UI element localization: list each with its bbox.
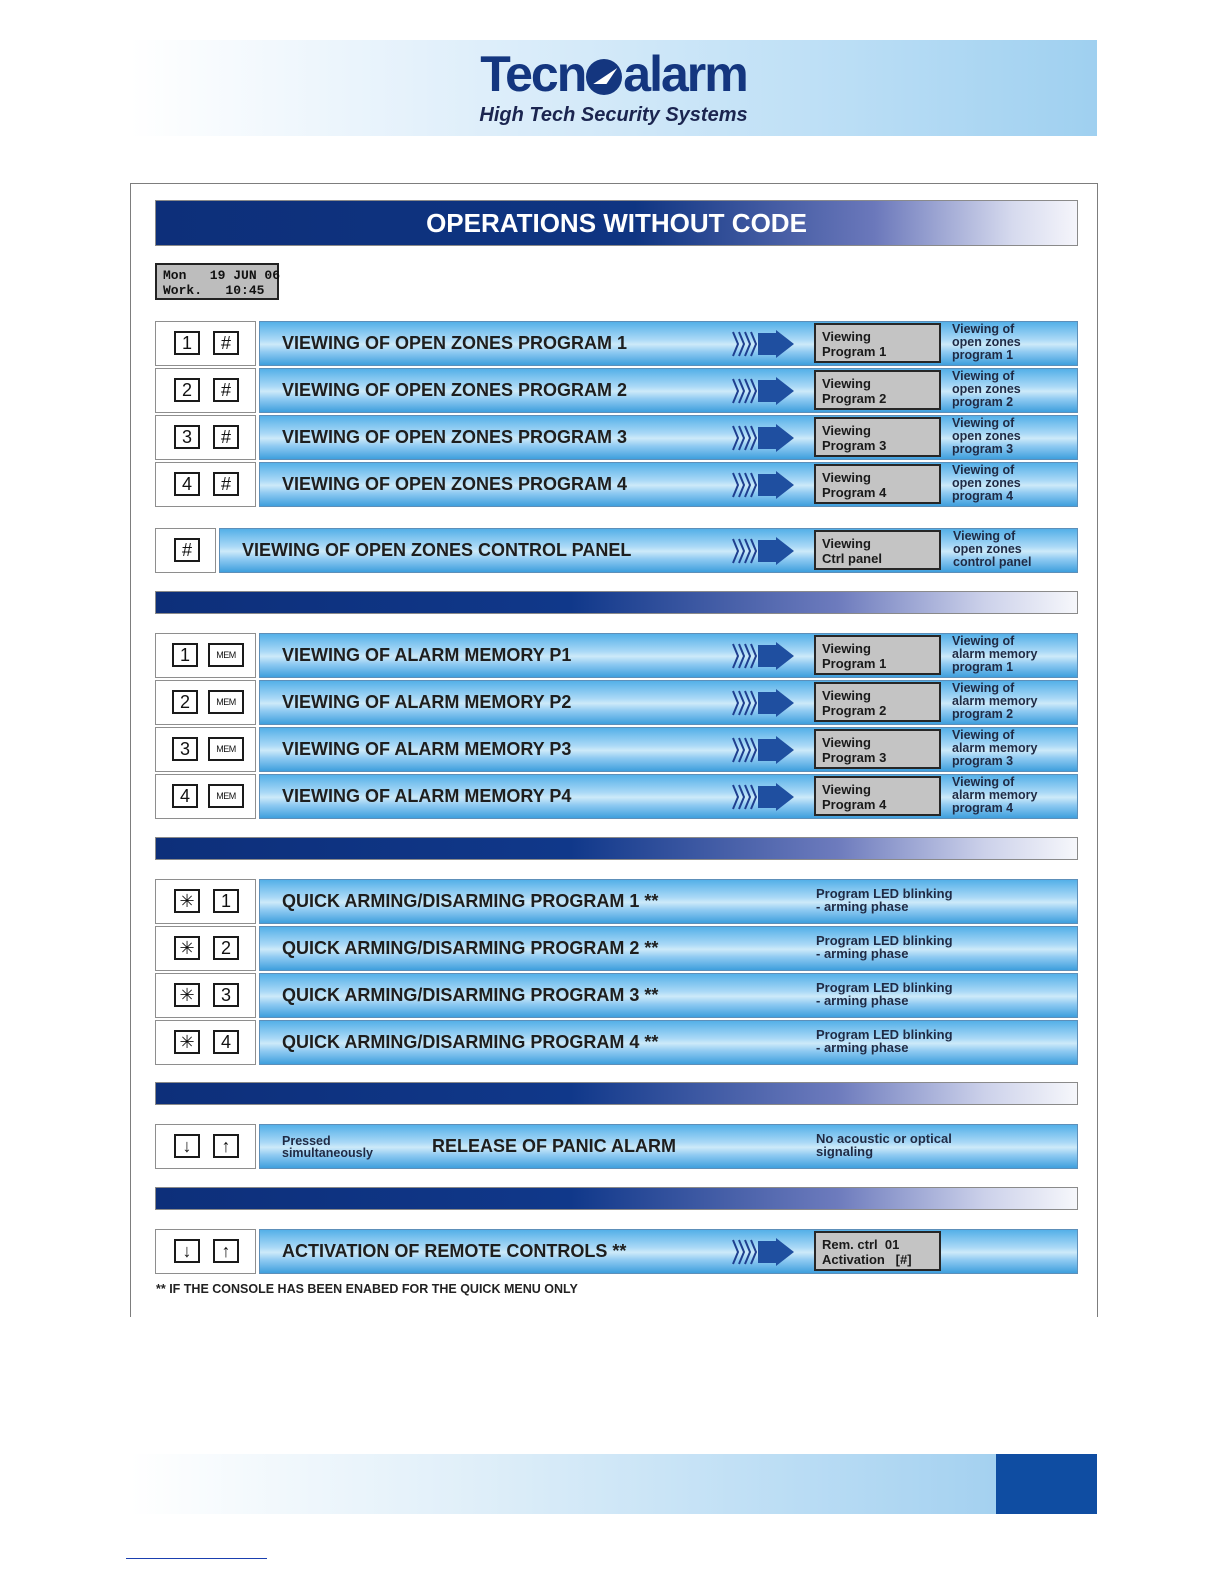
keypad-key-3[interactable]: 3 [174,425,200,449]
operation-band [259,462,1078,507]
row-alarm-memory-p3 [155,727,1078,772]
footer-rule [126,1558,267,1559]
operation-label: VIEWING OF ALARM MEMORY P3 [282,739,572,759]
operation-note [816,981,953,1007]
arrow-icon [730,783,796,811]
desc-line-1: Viewing of [952,416,1015,430]
desc-line-3: control panel [953,555,1032,569]
operation-band [259,1020,1078,1065]
desc-line-3: program 4 [952,489,1014,503]
section-divider [155,1082,1078,1105]
operation-note [816,1028,953,1054]
row-alarm-memory-p4 [155,774,1078,819]
keypad-key-mem[interactable]: MEM [208,690,244,714]
brand-right: alarm [623,46,747,102]
desc-line-3: program 4 [952,801,1014,815]
operation-description [952,635,1037,674]
row-alarm-memory-p1 [155,633,1078,678]
desc-line-2: alarm memory [952,647,1038,661]
section-title: OPERATIONS WITHOUT CODE [155,200,1078,246]
desc-line-2: alarm memory [952,788,1038,802]
display-line-2: Program 2 [822,391,887,406]
keypad-key-2[interactable]: 2 [213,936,239,960]
desc-line-3: program 1 [952,348,1014,362]
note-line-1: Program LED blinking [816,933,953,948]
keypad-key-mem[interactable]: MEM [208,643,244,667]
page-number-box [996,1454,1097,1514]
row-open-zones-p4 [155,462,1078,507]
lcd-display [155,263,279,300]
display-line-1: Viewing [822,536,871,551]
arrow-icon [730,330,796,358]
note-line-1: Program LED blinking [816,886,953,901]
operation-label: VIEWING OF ALARM MEMORY P2 [282,692,572,712]
operation-band [259,879,1078,924]
operation-note [816,934,953,960]
console-display [814,635,941,675]
operation-label: ACTIVATION OF REMOTE CONTROLS ** [282,1241,627,1261]
row-remote-controls [155,1229,1078,1274]
display-line-1: Viewing [822,735,871,750]
key-group [155,368,256,413]
display-line-1: Viewing [822,423,871,438]
display-line-2: Activation [#] [822,1252,912,1267]
keypad-key-hash[interactable]: # [213,331,239,355]
note-line-2: signaling [816,1144,874,1159]
operation-label: VIEWING OF OPEN ZONES PROGRAM 2 [282,380,628,400]
arrow-icon [730,424,796,452]
console-display [814,323,941,363]
note-line-1: No acoustic or optical [816,1131,952,1146]
operation-band [259,1124,1078,1169]
operation-band [259,415,1078,460]
desc-line-1: Viewing of [952,775,1015,789]
operation-description [952,464,1021,503]
note-line-2: - arming phase [816,946,909,961]
key-group [155,321,256,366]
display-line-1: Viewing [822,688,871,703]
operation-label: VIEWING OF ALARM MEMORY P1 [282,645,572,665]
operation-description [952,729,1037,768]
keypad-key-4[interactable]: 4 [174,472,200,496]
desc-line-3: program 3 [952,442,1014,456]
operation-description [952,323,1021,362]
note-line-2: - arming phase [816,1040,909,1055]
keypad-key-3[interactable]: 3 [213,983,239,1007]
arrow-icon [730,377,796,405]
arrow-icon [730,537,796,565]
display-line-1: Viewing [822,329,871,344]
display-line-2: Program 1 [822,344,887,359]
row-open-zones-p3 [155,415,1078,460]
operation-band [259,1229,1078,1274]
note-line-2: - arming phase [816,899,909,914]
row-quick-arming-p1 [155,879,1078,924]
desc-line-3: program 2 [952,707,1014,721]
key-group [155,680,256,725]
key-group [155,415,256,460]
keypad-key-down-arrow[interactable]: ↓ [174,1239,200,1263]
row-open-zones-p1 [155,321,1078,366]
display-line-1: Viewing [822,470,871,485]
console-display [814,370,941,410]
operation-band [259,368,1078,413]
row-open-zones-p2 [155,368,1078,413]
keypad-key-mem[interactable]: MEM [208,784,244,808]
operation-description [952,776,1037,815]
desc-line-1: Viewing of [953,529,1016,543]
lcd-line-1: Mon 19 JUN 06 [163,268,281,283]
operation-label: VIEWING OF OPEN ZONES CONTROL PANEL [242,540,632,560]
key-group [155,774,256,819]
keypad-key-down-arrow[interactable]: ↓ [174,1134,200,1158]
keypad-key-hash[interactable]: # [174,538,200,562]
display-line-1: Viewing [822,376,871,391]
keypad-key-up-arrow[interactable]: ↑ [213,1239,239,1263]
keypad-key-2[interactable]: 2 [174,378,200,402]
arrow-icon [730,736,796,764]
key-group [155,462,256,507]
key-group [155,528,216,573]
operation-band [259,727,1078,772]
display-line-2: Program 1 [822,656,887,671]
operation-label: VIEWING OF OPEN ZONES PROGRAM 1 [282,333,628,353]
display-line-2: Program 4 [822,797,887,812]
keypad-key-4[interactable]: 4 [213,1030,239,1054]
console-display [814,776,941,816]
operation-label: QUICK ARMING/DISARMING PROGRAM 1 ** [282,891,659,911]
desc-line-1: Viewing of [952,322,1015,336]
operation-label: VIEWING OF ALARM MEMORY P4 [282,786,572,806]
arrow-icon [730,1238,796,1266]
desc-line-2: alarm memory [952,694,1038,708]
lcd-line-2: Work. 10:45 [163,283,265,298]
section-divider [155,1187,1078,1210]
display-line-2: Ctrl panel [822,551,882,566]
keypad-key-star[interactable]: ✳ [174,1030,200,1054]
row-quick-arming-p3 [155,973,1078,1018]
operation-band [259,926,1078,971]
page-footer [130,1454,1097,1514]
note-line-1: Program LED blinking [816,1027,953,1042]
console-display [814,464,941,504]
display-line-1: Rem. ctrl 01 [822,1237,900,1252]
keypad-key-4[interactable]: 4 [172,784,198,808]
console-display [814,1231,941,1271]
console-display [814,417,941,457]
key-group [155,727,256,772]
key-group [155,633,256,678]
operation-label: QUICK ARMING/DISARMING PROGRAM 2 ** [282,938,659,958]
operation-description [952,417,1021,456]
key-group [155,973,256,1018]
arrow-icon [730,689,796,717]
operation-band [219,528,1078,573]
keypad-key-hash[interactable]: # [213,425,239,449]
section-divider [155,591,1078,614]
operation-note [816,1132,952,1158]
operation-band [259,774,1078,819]
key-group [155,926,256,971]
display-line-2: Program 3 [822,750,887,765]
desc-line-3: program 1 [952,660,1014,674]
keypad-key-star[interactable]: ✳ [174,889,200,913]
display-line-2: Program 3 [822,438,887,453]
display-line-1: Viewing [822,782,871,797]
console-display [814,729,941,769]
desc-line-1: Viewing of [952,634,1015,648]
pressed-simultaneously-note [282,1135,373,1159]
row-panic-alarm [155,1124,1078,1169]
desc-line-2: open zones [952,429,1021,443]
arrow-icon [730,642,796,670]
row-alarm-memory-p2 [155,680,1078,725]
operation-description [952,370,1021,409]
keypad-key-hash[interactable]: # [213,378,239,402]
key-group [155,1124,256,1169]
note-line-1: Program LED blinking [816,980,953,995]
row-quick-arming-p2 [155,926,1078,971]
desc-line-2: open zones [952,335,1021,349]
brand-left: Tecn [480,46,586,102]
keypad-key-mem[interactable]: MEM [208,737,244,761]
operation-band [259,973,1078,1018]
operation-description [953,530,1031,569]
display-line-2: Program 2 [822,703,887,718]
section-divider [155,837,1078,860]
row-open-zones-control-panel [155,528,1078,573]
desc-line-1: Viewing of [952,463,1015,477]
keypad-key-1[interactable]: 1 [174,331,200,355]
display-line-1: Viewing [822,641,871,656]
desc-line-2: open zones [952,476,1021,490]
brand-logo [130,46,1097,102]
arrow-icon [730,471,796,499]
desc-line-2: open zones [953,542,1022,556]
operation-description [952,682,1037,721]
keypad-key-2[interactable]: 2 [172,690,198,714]
desc-line-1: Viewing of [952,369,1015,383]
operation-band [259,633,1078,678]
operation-label: QUICK ARMING/DISARMING PROGRAM 3 ** [282,985,659,1005]
operation-label: VIEWING OF OPEN ZONES PROGRAM 3 [282,427,628,447]
desc-line-1: Viewing of [952,728,1015,742]
pre-line-2: simultaneously [282,1146,373,1160]
keypad-key-3[interactable]: 3 [172,737,198,761]
operation-note [816,887,953,913]
note-line-2: - arming phase [816,993,909,1008]
console-display [814,682,941,722]
key-group [155,1020,256,1065]
page-header [130,40,1097,136]
operation-label: RELEASE OF PANIC ALARM [432,1136,677,1156]
keypad-key-hash[interactable]: # [213,472,239,496]
desc-line-2: alarm memory [952,741,1038,755]
logo-o-icon [586,59,622,95]
footnote: ** IF THE CONSOLE HAS BEEN ENABED FOR THE QUICK MENU ONLY [156,1282,578,1296]
desc-line-2: open zones [952,382,1021,396]
operation-label: QUICK ARMING/DISARMING PROGRAM 4 ** [282,1032,659,1052]
console-display [814,530,941,570]
key-group [155,879,256,924]
desc-line-1: Viewing of [952,681,1015,695]
key-group [155,1229,256,1274]
keypad-key-1[interactable]: 1 [172,643,198,667]
keypad-key-up-arrow[interactable]: ↑ [213,1134,239,1158]
keypad-key-star[interactable]: ✳ [174,936,200,960]
keypad-key-star[interactable]: ✳ [174,983,200,1007]
pre-line-1: Pressed [282,1134,331,1148]
display-line-2: Program 4 [822,485,887,500]
operation-band [259,680,1078,725]
desc-line-3: program 2 [952,395,1014,409]
keypad-key-1[interactable]: 1 [213,889,239,913]
operation-label: VIEWING OF OPEN ZONES PROGRAM 4 [282,474,628,494]
row-quick-arming-p4 [155,1020,1078,1065]
brand-tagline: High Tech Security Systems [479,104,748,126]
desc-line-3: program 3 [952,754,1014,768]
operation-band [259,321,1078,366]
